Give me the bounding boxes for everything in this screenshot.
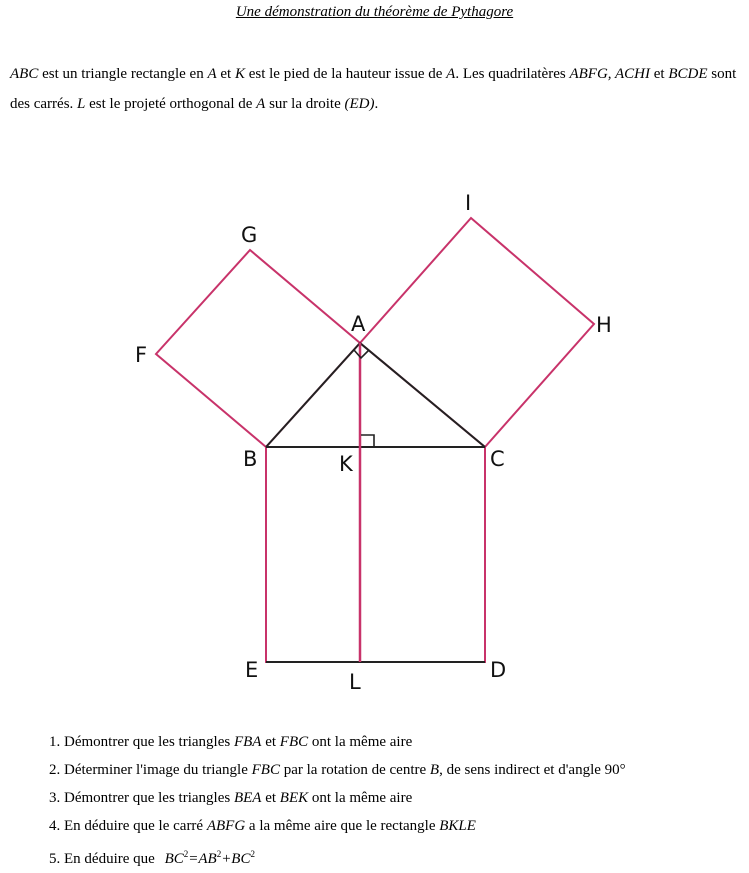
label-point-f: F (135, 343, 148, 367)
label-point-d: D (490, 658, 507, 682)
questions-list (18, 728, 744, 873)
square-achi (360, 218, 594, 447)
question-item: 1. Démontrer que les triangles FBA et FBC ont la même aire (64, 728, 744, 756)
segment-ab (266, 343, 360, 447)
label-point-e: E (245, 658, 259, 682)
label-point-g: G (241, 223, 258, 247)
page-title: Une démonstration du théorème de Pythagore (235, 4, 514, 20)
question-item: 2. Déterminer l'image du triangle FBC par la rotation de centre B, de sens indirect et d'angle 90° (64, 756, 744, 784)
question-item: 3. Démontrer que les triangles BEA et BEK ont la même aire (64, 784, 744, 812)
segment-ac (360, 343, 485, 447)
right-angle-mark-k (361, 435, 374, 447)
label-point-a: A (351, 312, 366, 336)
question-item: 4. En déduire que le carré ABFG a la même aire que le rectangle BKLE (64, 812, 744, 840)
label-point-h: H (596, 313, 612, 337)
square-abfg (156, 250, 360, 447)
label-point-b: B (243, 447, 258, 471)
label-point-l: L (349, 670, 361, 694)
label-point-i: I (465, 191, 472, 215)
intro-paragraph: ABC est un triangle rectangle en A et K est le pied de la hauteur issue de A. Les quadrilatères ABFG, ACHI et BCDE sont des carrés. L est le projeté orthogonal de A sur la droite (ED). (10, 66, 737, 112)
square-bcde (266, 447, 485, 662)
label-point-c: C (490, 447, 505, 471)
pythagoras-figure (0, 150, 749, 710)
pythagoras-formula: $BC^2=AB^2+BC^2$ (164, 849, 255, 867)
question-item: 5. En déduire que $BC^2=AB^2+BC^2$ (64, 840, 744, 873)
label-point-k: K (339, 452, 353, 476)
right-angle-mark-a (354, 350, 369, 358)
